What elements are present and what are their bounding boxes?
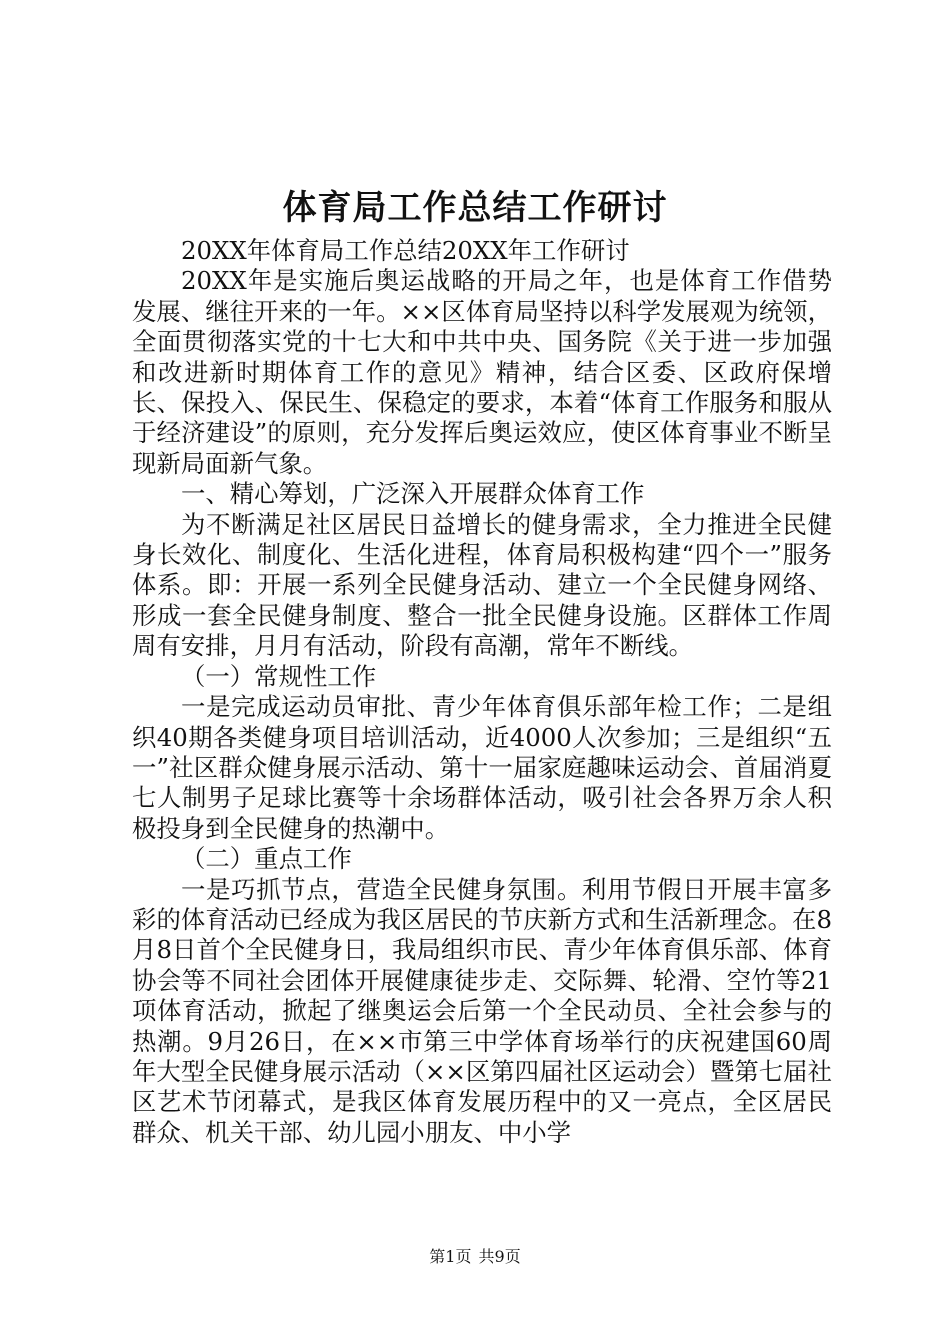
paragraph-key: 一是巧抓节点，营造全民健身氛围。利用节假日开展丰富多彩的体育活动已经成为我区居民的节庆新方式和生活新理念。在8月8日首个全民健身日，我局组织市民、青少年体育俱乐部、体育协会等不同社会团体开展健康徒步走、交际舞、轮滑、空竹等21项体育活动，掀起了继奥运会后第一个全民动员、全社会参与的热潮。9月26日，在××市第三中学体育场举行的庆祝建国60周年大型全民健身展示活动（××区第四届社区运动会）暨第七届社区艺术节闭幕式，是我区体育发展历程中的又一亮点，全区居民群众、机关干部、幼儿园小朋友、中小学 [132,874,832,1147]
paragraph-routine: 一是完成运动员审批、青少年体育俱乐部年检工作；二是组织40期各类健身项目培训活动，近4000人次参加；三是组织“五一”社区群众健身展示活动、第十一届家庭趣味运动会、首届消夏七人制男子足球比赛等十余场群体活动，吸引社会各界万余人积极投身到全民健身的热潮中。 [132,692,832,843]
section-heading-1: 一、精心筹划，广泛深入开展群众体育工作 [181,479,645,509]
paragraph-subtitle: 20XX年体育局工作总结20XX年工作研讨 [181,236,630,265]
paragraph-intro: 20XX年是实施后奥运战略的开局之年，也是体育工作借势发展、继往开来的一年。××区体育局坚持以科学发展观为统领，全面贯彻落实党的十七大和中共中央、国务院《关于进一步加强和改进新时期体育工作的意见》精神，结合区委、区政府保增长、保投入、保民生、保稳定的要求，本着“体育工作服务和服从于经济建设”的原则，充分发挥后奥运效应，使区体育事业不断呈现新局面新气象。 [132,266,832,478]
subsection-heading-routine: （一）常规性工作 [181,661,377,691]
page-number-footer: 第1页 共9页 [429,1247,521,1266]
paragraph-section-1: 为不断满足社区居民日益增长的健身需求，全力推进全民健身长效化、制度化、生活化进程，体育局积极构建“四个一”服务体系。即：开展一系列全民健身活动、建立一个全民健身网络、形成一套全民健身制度、整合一批全民健身设施。区群体工作周周有安排，月月有活动，阶段有高潮，常年不断线。 [132,509,832,661]
subsection-heading-key: （二）重点工作 [181,844,352,874]
document-body [132,236,832,1148]
document-title: 体育局工作总结工作研讨 [282,188,668,228]
